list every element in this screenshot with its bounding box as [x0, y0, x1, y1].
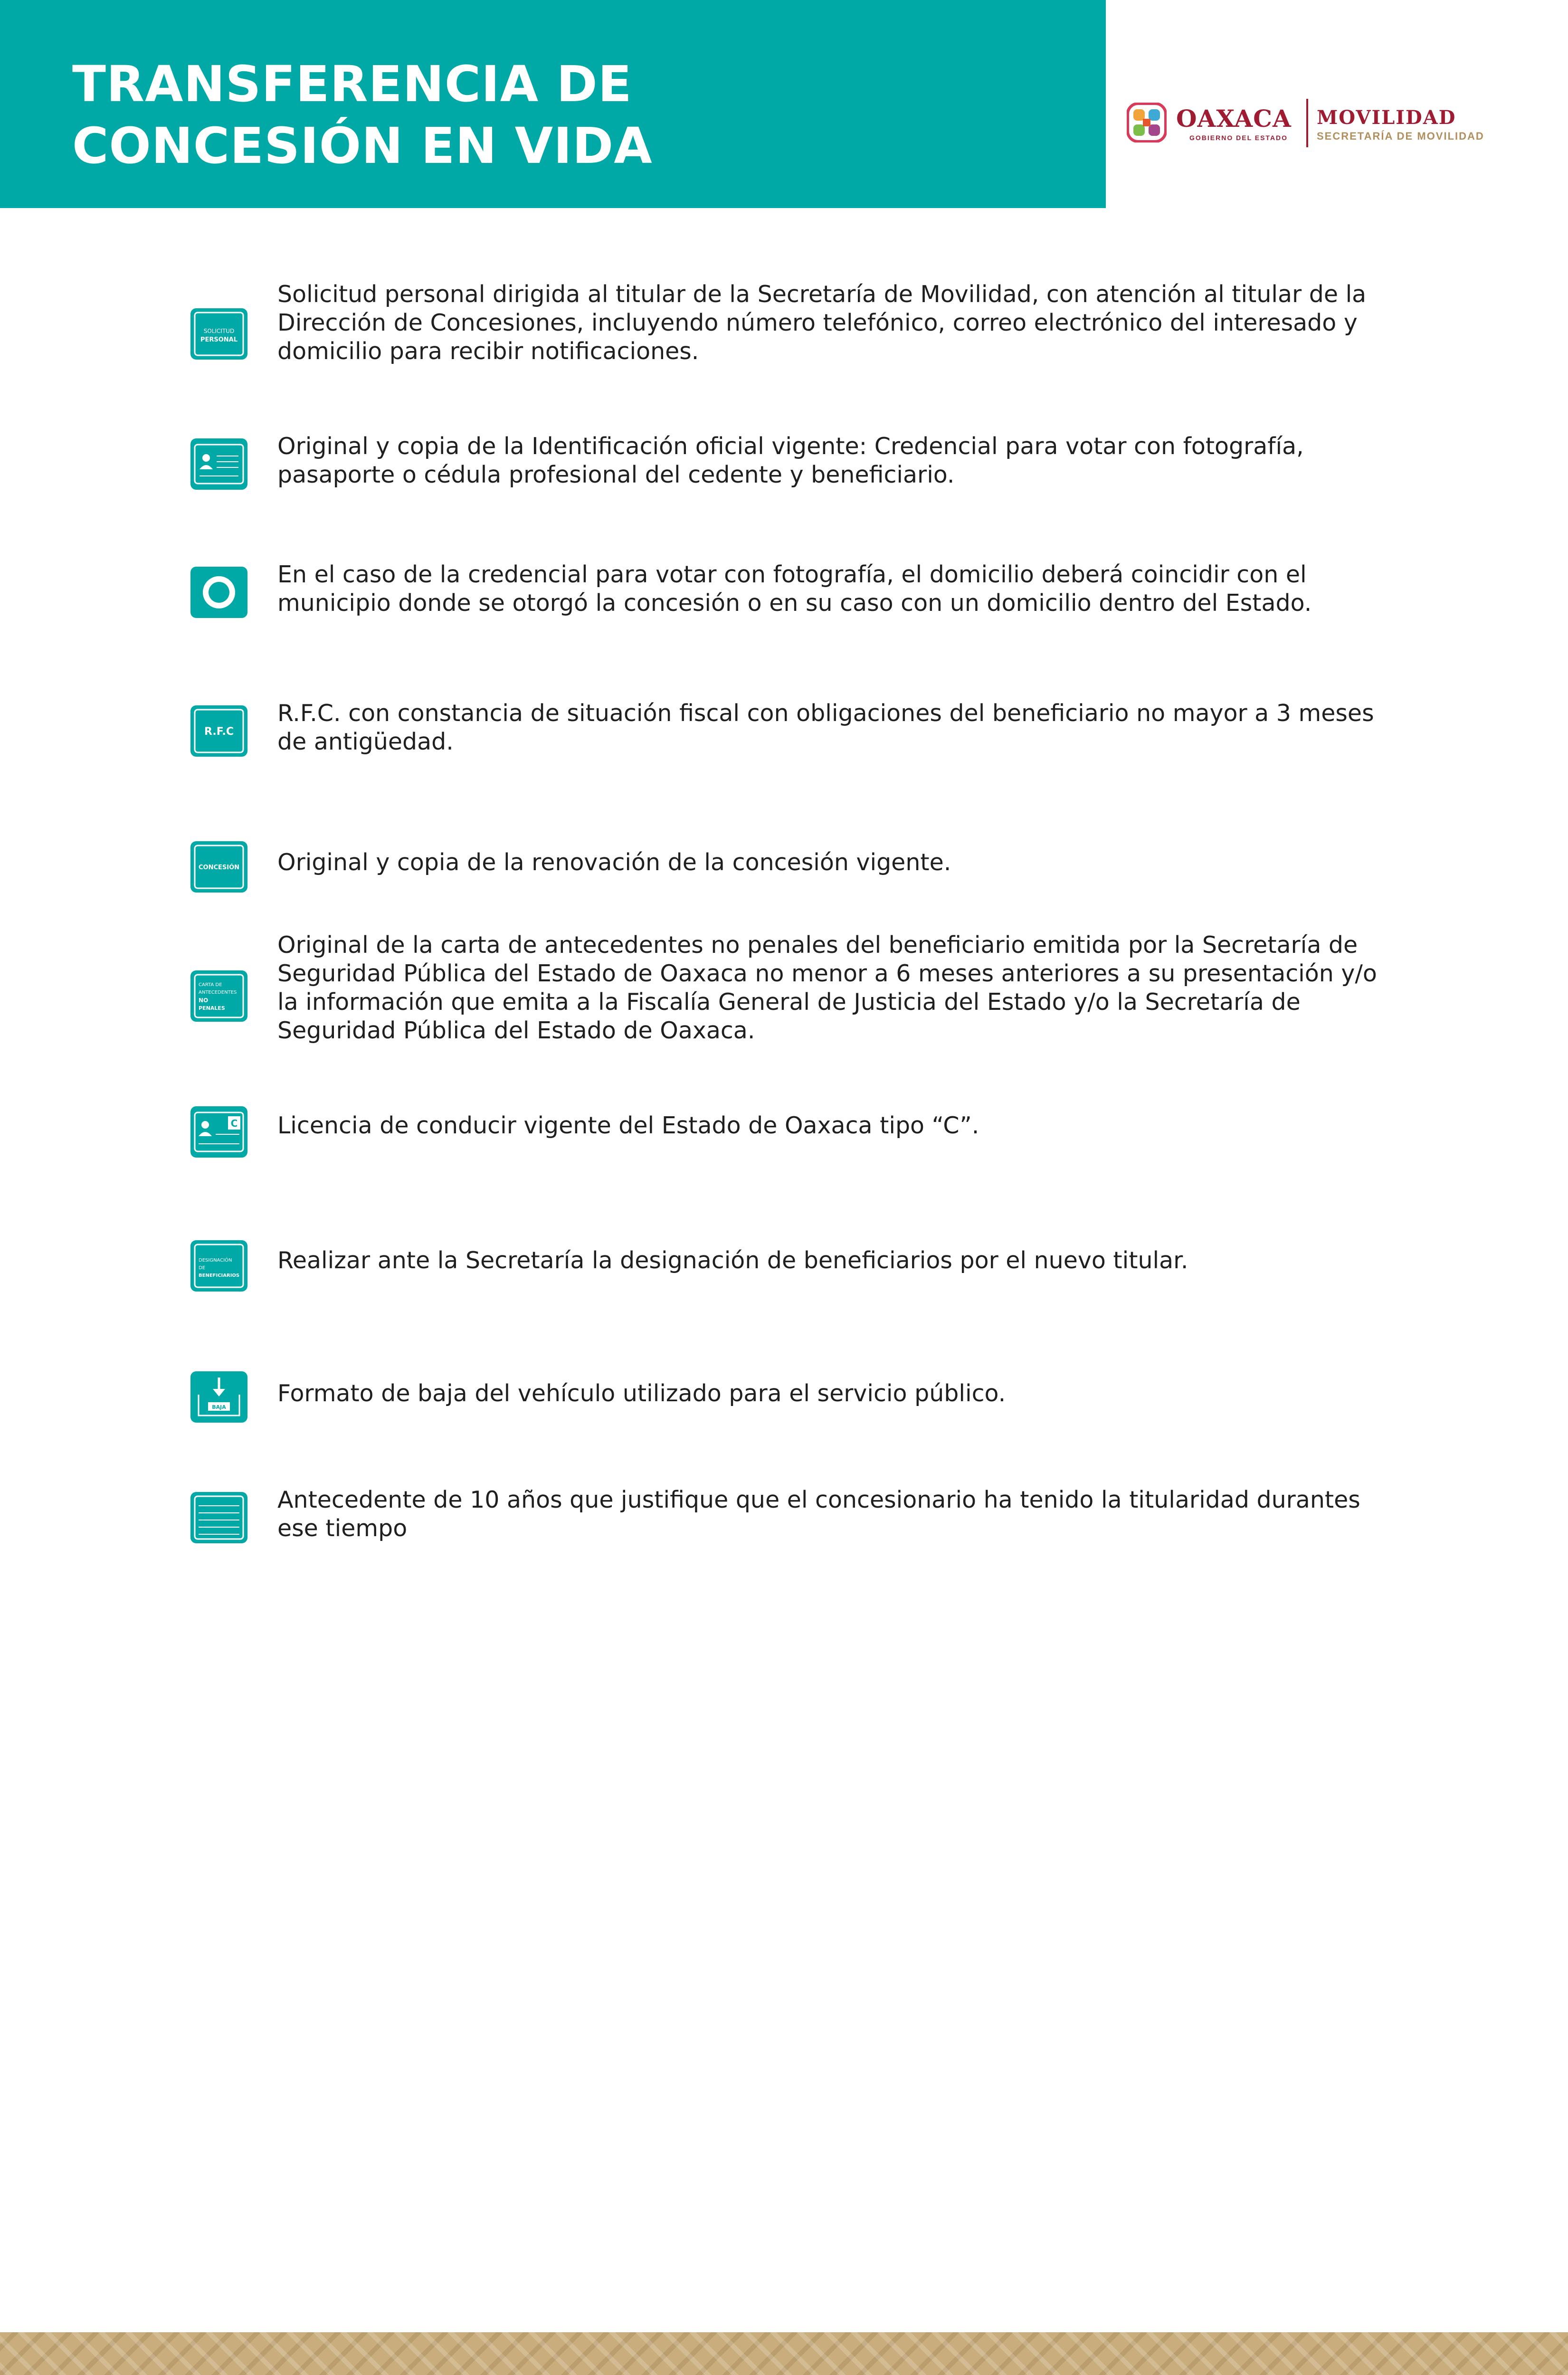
- requirement-text: En el caso de la credencial para votar con fotografía, el domicilio deberá coincidir con el municipio donde se otorgó la concesión o en su caso con un domicilio dentro del Estado.: [277, 561, 1312, 617]
- icon-label: ANTECEDENTES: [199, 990, 237, 995]
- logo-oaxaca-text: OAXACA: [1176, 104, 1292, 133]
- icon-label: BENEFICIARIOS: [199, 1273, 240, 1278]
- requirement-text: Solicitud personal dirigida al titular de la Secretaría de Movilidad, con atención al titular de la Dirección de Concesiones, incluyendo número telefónico, correo electrónico del interesado y domicilio para recibir notificaciones.: [277, 281, 1367, 365]
- designacion-beneficiarios-icon: [190, 1240, 248, 1292]
- logo-movilidad-text: MOVILIDAD: [1317, 106, 1456, 129]
- icon-label: DESIGNACIÓN: [199, 1258, 232, 1263]
- circle-icon: [190, 566, 248, 618]
- requirement-text: R.F.C. con constancia de situación fiscal con obligaciones del beneficiario no mayor a 3 meses de antigüedad.: [277, 700, 1374, 755]
- requirement-text: Original de la carta de antecedentes no penales del beneficiario emitida por la Secretaría de Seguridad Pública del Estado de Oaxaca no menor a 6 meses anteriores a su presentación y/o la información que emita a la Fiscalía General de Justicia del Estado y/o la Secretaría de Seguridad Pública del Estado de Oaxaca.: [277, 931, 1377, 1044]
- icon-label: R.F.C: [204, 726, 234, 738]
- icon-label: DE: [199, 1265, 206, 1271]
- icon-label: PERSONAL: [200, 336, 238, 343]
- baja-vehiculo-icon: [190, 1371, 248, 1423]
- license-c-icon: [190, 1106, 248, 1158]
- icon-label: C: [230, 1118, 238, 1129]
- page-title: [72, 53, 653, 177]
- requirement-text: Original y copia de la renovación de la concesión vigente.: [277, 849, 951, 876]
- requirement-text: Formato de baja del vehículo utilizado para el servicio público.: [277, 1380, 1006, 1407]
- icon-label: BAJA: [212, 1404, 226, 1410]
- document-lines-icon: [190, 1492, 248, 1544]
- header-band: [0, 0, 1106, 208]
- requirement-text: Realizar ante la Secretaría la designación de beneficiarios por el nuevo titular.: [277, 1247, 1188, 1274]
- oaxaca-movilidad-logo: [1127, 95, 1502, 152]
- page-title-line-2: CONCESIÓN EN VIDA: [72, 117, 653, 175]
- logo-secretaria-text: SECRETARÍA DE MOVILIDAD: [1317, 130, 1484, 142]
- icon-label: SOLICITUD: [203, 328, 235, 334]
- logo-gobierno-text: GOBIERNO DEL ESTADO: [1189, 134, 1288, 142]
- carta-antecedentes-icon: [190, 970, 248, 1022]
- concesion-icon: [190, 841, 248, 893]
- rfc-icon: [190, 705, 248, 757]
- requirement-text: Original y copia de la Identificación oficial vigente: Credencial para votar con fotografía, pasaporte o cédula profesional del cedente y beneficiario.: [277, 433, 1304, 488]
- id-card-icon: [190, 438, 248, 490]
- logo-divider: [1306, 99, 1308, 147]
- icon-label: CONCESIÓN: [198, 864, 240, 871]
- oaxaca-emblem-icon: [1127, 103, 1167, 142]
- decorative-footer-pattern: [0, 2332, 1568, 2375]
- solicitud-personal-icon: [190, 308, 248, 360]
- icon-label: NO: [199, 997, 209, 1004]
- icon-label: CARTA DE: [199, 982, 222, 988]
- requirement-text: Antecedente de 10 años que justifique que el concesionario ha tenido la titularidad durantes ese tiempo: [277, 1486, 1360, 1542]
- icon-label: PENALES: [199, 1005, 225, 1011]
- requirement-text: Licencia de conducir vigente del Estado de Oaxaca tipo “C”.: [277, 1112, 979, 1139]
- page-title-line-1: TRANSFERENCIA DE: [72, 55, 632, 113]
